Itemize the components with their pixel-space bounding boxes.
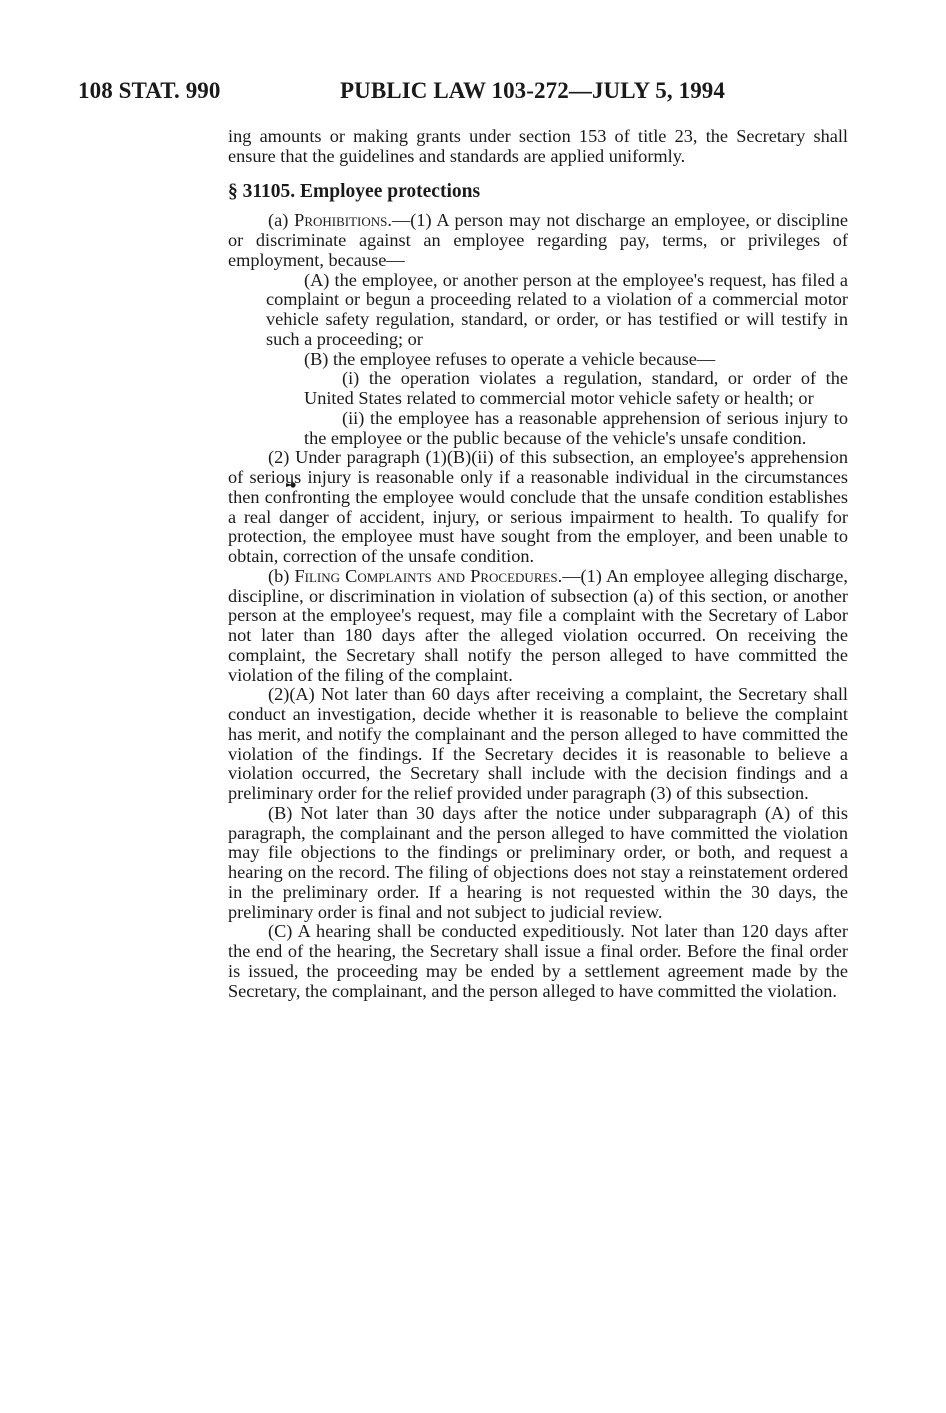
- paragraph-b-2-B: (B) Not later than 30 days after the notice under subparagraph (A) of this paragraph, the complainant and the person alleged to have committed the violation may file objections to the findings or preliminary order, or both, and request a hearing on the record. The filing of objections does not stay a reinstatement ordered in the preliminary order. If a hearing is not requested within the 30 days, the preliminary order is final and not subject to judicial review.: [228, 802, 848, 922]
- subsection-b-text: .—(1) An employee alleging discharge, discipline, or discrimination in violation of subsection (a) of this section, or another person at the employee's request, may file a complaint with the Secretary of Labor not later than 180 days after the alleged violation occurred. On receiving the complaint, the Secretary shall notify the person alleged to have committed the violation of the filing of the complaint.: [228, 565, 848, 685]
- subsection-b: [228, 567, 848, 686]
- section-heading: § 31105. Employee protections: [228, 180, 481, 202]
- paragraph-a-2: (2) Under paragraph (1)(B)(ii) of this subsection, an employee's apprehension of serious injury is reasonable only if a reasonable individual in the circumstances then confronting the employee would conclude that the unsafe condition establishes a real danger of accident, injury, or serious impairment to health. To qualify for protection, the employee must have sought from the employer, and been unable to obtain, correction of the unsafe condition.: [228, 447, 848, 566]
- paragraph-b-2-A: (2)(A) Not later than 60 days after receiving a complaint, the Secretary shall conduct an investigation, decide whether it is reasonable to believe the complaint has merit, and notify the complainant and the person alleged to have committed the violation of the findings. If the Secretary decides it is reasonable to believe a violation occurred, the Secretary shall include with the decision findings and a preliminary order for the relief provided under paragraph (3) of this subsection.: [228, 684, 848, 803]
- subsection-a: [228, 211, 848, 270]
- clause-a-1-B-ii: (ii) the employee has a reasonable apprehension of serious injury to the employee or the public because of the vehicle's unsafe condition.: [304, 407, 848, 448]
- intro-paragraph: ing amounts or making grants under section 153 of title 23, the Secretary shall ensure that the guidelines and standards are applied uniformly.: [228, 126, 848, 166]
- statute-body: [228, 127, 848, 1001]
- subsection-a-label: (a): [268, 210, 295, 231]
- clause-a-1-B-i: (i) the operation violates a regulation, standard, or order of the United States related to commercial motor vehicle safety or health; or: [304, 368, 848, 408]
- paragraph-b-2-C: (C) A hearing shall be conducted expeditiously. Not later than 120 days after the end of the hearing, the Secretary shall issue a final order. Before the final order is issued, the proceeding may be ended by a settlement agreement made by the Secretary, the complainant, and the person alleged to have committed the violation.: [228, 921, 848, 1001]
- subsection-b-label: (b): [268, 565, 295, 586]
- subsection-a-caption: Prohibitions: [294, 210, 388, 231]
- subsection-b-caption: Filing Complaints and Procedures: [294, 565, 558, 586]
- clause-a-1-A: (A) the employee, or another person at the employee's request, has filed a complaint or begun a proceeding related to a violation of a commercial motor vehicle safety regulation, standard, or order, or has testified or will testify in such a proceeding; or: [266, 269, 848, 349]
- statute-page-number: 108 STAT. 990: [78, 78, 221, 103]
- public-law-title: PUBLIC LAW 103-272—JULY 5, 1994: [340, 78, 725, 103]
- clause-a-1-B: (B) the employee refuses to operate a vehicle because—: [304, 348, 716, 369]
- subsection-a-text: .—(1) A person may not discharge an employee, or discipline or discriminate against an employee regarding pay, terms, or privileges of employment, because—: [228, 210, 848, 270]
